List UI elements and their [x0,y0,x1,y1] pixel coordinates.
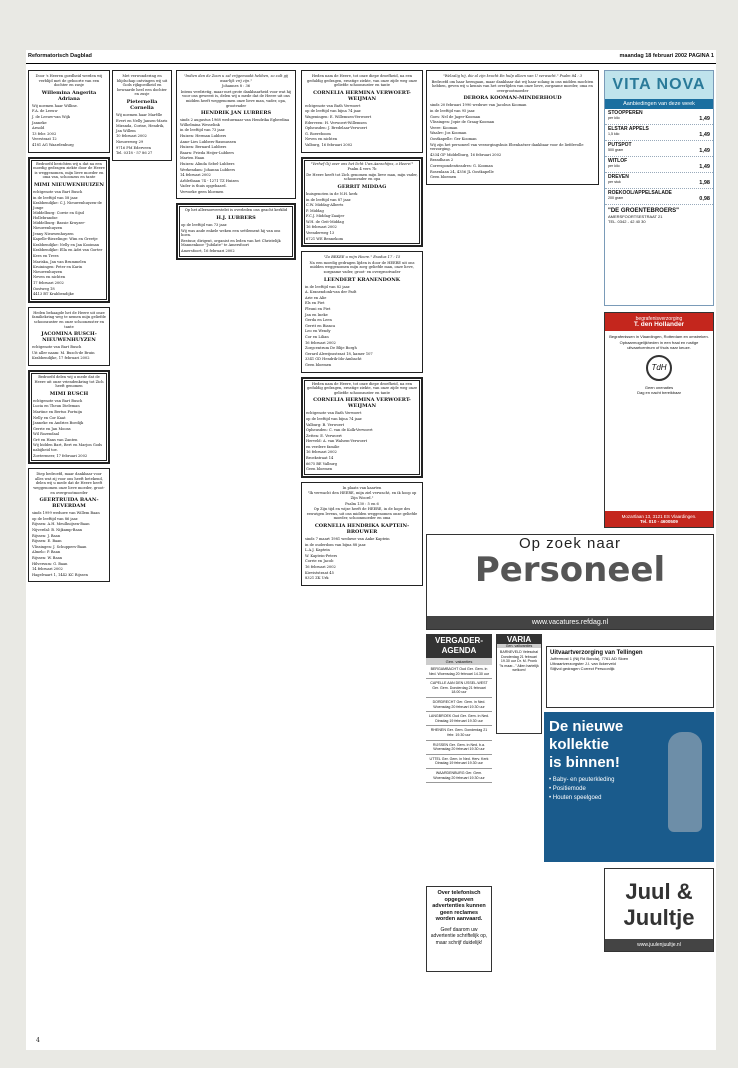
notice-detail: Geen bloemen [306,467,333,472]
notice-detail: Kruiningen: Peter en Karin Nieuwenhuyzen [33,265,83,274]
notice-detail: Hilversum: G. Baan [32,561,68,566]
notice-detail: C.W. Middag-Alberts [306,203,344,208]
price-row [605,109,713,125]
notice-line: In plaats van kaarten [342,485,382,490]
notice-detail: Almelo: P. Baan [32,550,61,555]
notice-line: Bedroefd delen wij u mede dat de Heere uit onze vriendenkring tot Zich heeft genomen [34,374,104,389]
notice-detail: Gré en Hans van Zanten [33,437,78,442]
notice-detail: Veere: Kooman [430,125,458,130]
notice-detail: Bestuur, dirigent, organist en leden van het Christelijk Mannenkoor "Jubilate" te Amersfoort [181,238,281,248]
notice-detail: 10 februari 2002 [116,134,147,139]
notice-detail: F.A. de Leeuw [32,109,58,114]
product-name: DREVEN [608,174,629,180]
notice-detail: 8321 ZK Urk [305,576,329,581]
notice-detail: A. Kranendonk-van der Padt [305,290,357,295]
notice-detail: Tel. 0318 - 57 86 27 [116,151,153,156]
notice-detail: Wij noemen haar Marêlle [116,112,163,117]
agenda-item: UTTEL Ger. Gem. in Ned. Herv. Kerk Dinsdag 19 februari 19.30 uur [426,755,492,769]
agenda-item: BERGAMBACHT Oud Ger. Gem. in Ned. Woensdag 20 februari 14.30 uur [426,665,492,679]
uitvaart-right: Stijlvol gedragen Correct Persoonlijk [550,666,615,671]
notice-box [176,203,296,259]
notice-detail: 16 februari 2002 [306,225,337,230]
price-row [605,141,713,157]
newspaper-page [26,50,716,1050]
begrafenis-t2: T. den Hollander [633,321,685,328]
notice-box [28,70,110,153]
notice-detail: echtgenote van Bart Busch [33,398,83,403]
notice-detail: Nijverdal: B. Nijkamp-Baan [32,528,83,532]
notice-line: Na een moedig gedragen lijden is door de HEERE uit ons midden weggenomen mijn zorg geliefde man, onze lieve, zorgzame vader, groot- en overgrootvader [309,260,415,275]
product-unit: 1,5 kilo [608,132,620,136]
notice-detail: Rijssen: J. Baan [32,533,61,538]
notice-detail: G. Boereboom [305,131,331,136]
notice-detail: echtgenote van Bart Busch [33,189,83,194]
column-1 [28,70,110,586]
notice-detail: Arbletbaan 74 - 1271 TZ Huizen [180,178,239,183]
notice-detail: Neven en nichten [33,275,66,280]
notice-detail: Janneke [32,120,47,125]
notice-line: Heden nam de Heere, tot onze diepe droefheid, na een geduldig gedragen, ernstige ziekte, van onze zijde weg onze geliefde schoonzuster en tante [306,74,418,88]
begrafenis-addr-text: Mozartlaan 13, 3121 ES Vlaardingen. [621,514,697,519]
notice-name: GEERTRUIDA BAAN-BEVERDAM [39,497,99,510]
product-price: 1,49 [699,132,710,138]
notice-detail: Baarn: Frieda Heijer-Lubbers [180,150,234,155]
notice-detail: Huizen: Herman Lubbers [180,133,227,138]
notice-detail: 6675 BE Valburg [306,461,337,466]
kollektie-b3: • Houten speelgoed [549,795,602,801]
kollektie-h2: kollektie [549,736,610,753]
notice-detail: J. de Leeuw-van Wijk [32,114,70,119]
notice-line: "Zo BEKEE u mijn Heere." Exodus 17 : 15 [323,255,401,260]
notice-detail: 16 februari 2002 [305,564,336,569]
notice-name: CORNELIA HERMINA VERWOERT-WEIJMAN [313,397,411,410]
notice-detail: en verdere familie [306,444,340,449]
notice-detail: sinds 1999 weduwe van Willem Baan [32,511,100,516]
notice-detail: Oostweg 18 [33,286,55,291]
notice-detail: 14 februari 2002 [180,173,211,178]
notice-detail: Veerstraat 12 [32,137,57,142]
notice-detail: Oostkapelle: Ger Kooman [430,136,477,141]
juul-ad [604,868,714,952]
notice-detail: sinds 20 februari 1990 weduwe van Jacobus Kooman [430,103,527,108]
notice-box [301,377,423,478]
notice-detail: Vader is thuis opgebaard. [180,184,227,189]
notice-box [28,468,110,582]
notice-detail: Uit aller naam: M. Busch-de Bruin [32,350,95,355]
notice-detail: Vlissingen: Jopie de Graag-Kooman [430,120,495,125]
product-unit: 500 gram [608,148,624,152]
notice-detail: 4334 GP Middelburg, 16 februari 2002 [430,152,502,157]
price-row [605,157,713,173]
begrafenis-note1: Geen onenaties [644,384,674,390]
notice-detail: Janneke en Andries Boedijk [33,421,84,426]
notice-detail: F.C.J. Middag-Zaaijer [306,214,345,219]
notice-detail: Herveld: A. van Walsem-Verwoert [306,439,368,444]
product-name: STOOPPEREN [608,110,643,116]
personeel-t: Op zoek naar [518,535,622,552]
vitanova-band: Aanbiedingen van deze week [605,99,713,109]
vergader-items [426,665,492,783]
notice-line: Bedroefd om haar heengaan, maar dankbaar dat wij haar zolang in ons midden mochten hebben, geven wij u kennis van het overlijden van onze lieve, zorgzame moeder, oma en overgrootmoeder [431,79,594,93]
product-name: PUTSPOT [608,142,632,148]
notice-detail: 16 februari 2002 [306,450,337,455]
notice-detail: Gerrie en Jan Moons [33,426,71,431]
notice-box [301,482,423,586]
notice-detail: Neven en nichten [305,137,338,142]
product-unit: per kilo [608,116,620,120]
agenda-item: CAPELLE AAN DEN IJSSEL-WEST Ger. Gem. Donderdag 21 februari 18.00 uur [426,679,492,698]
notice-line: Op Zijn tijd en wijze heeft de HEERE, in de hope des eeuwigen levens, uit ons midden weggenomen onze geliefde moeder, schoonmoeder en oma [306,507,418,521]
green-name: "DE GROENTEBROERS" [608,208,680,214]
notice-detail: Gerard Alewijnsstraat 18, kamer 107 [305,351,373,356]
notice-detail: Krabbendijke: C.J. Nieuwenhuyzen-de Jonge [33,201,102,210]
notice-detail: in de ouderdom van bijna 88 jaar. [305,542,367,547]
agenda-item: WAARDENBURG Ger. Gem. Woensdag 20 februari 19.30 uur [426,769,492,783]
notice-detail: 3341 GD Hendrik-Ido-Ambacht [305,357,362,362]
personeel-ad [426,534,714,630]
notice-line: Door 's Heeren goedheid werden wij verblijd met de geboorte van een dochter en zusje [35,74,103,88]
notice-detail: Middelburg: Corrie en Sijsd Hollebrandse [33,211,84,220]
notice-name: JACOMINA BUSCH-NIEUWENHUYZEN [41,331,97,344]
agenda-item: RIJSSEN Ger. Gem. in Ned. b.a. Woensdag 20 februari 19.30 uur [426,741,492,755]
newspaper-name: Reformatorisch Dagblad [28,53,92,59]
notice-box [301,157,423,248]
vitanova-logo: VITA NOVA [605,71,713,99]
notice-detail: Evert en Nelly Jansen-Maris [116,118,168,123]
notice-detail: Amersfoort, 16 februari 2002 [181,249,235,254]
notice-detail: Goes: Nel de Jager-Kooman [430,114,481,119]
notice-line: Psalm 4 vers 7b [347,167,377,172]
notice-detail: in de leeftijd van 87 jaar. [306,197,352,202]
telefonisch-sub: Geef daarom uw advertentie schriftelijk op, maar schrijf duidelijk! [430,926,488,946]
begrafenis-top [605,313,713,331]
notice-detail: 13 febr. 2002 [32,131,57,136]
product-price: 1,49 [699,116,710,122]
notice-detail: 14 februari 2002 [32,567,63,572]
notice-name: Willemina Angerita Adriana [41,89,97,102]
notice-detail: Geen bloemen [305,362,332,367]
notice-detail: Rijssen: A.H. Meulhuijsen-Baan [32,522,90,527]
notice-detail: Valburg: B. Verwoert [306,422,345,427]
notice-detail: Arnold [32,126,45,131]
notice-detail: Gerrit en Bianca [305,323,336,328]
notice-detail: echtgenote van Bath Verwoert [306,411,362,416]
notice-detail: op de leeftijd van 73 jaar. [181,223,228,228]
notice-detail: Cor en Lilian [305,334,329,339]
vergader-sub: Gen. vakanties [426,658,492,665]
notice-detail: Zoetermeer, 17 februari 2002 [33,453,88,458]
notice-detail: 4181 AG Waardenburg [32,142,74,147]
column-2 [176,70,296,264]
juul-url[interactable]: www.juulenjuultje.nl [605,939,713,951]
varia-ad [496,634,542,734]
notice-detail: op de leeftijd van bijna 74 jaar. [306,416,363,421]
notice-name: DEBORA KOOMAN-MINDERHOUD [463,95,562,102]
notice-detail: P. Middag [306,208,324,213]
notice-line: Heden nam de Heere, tot onze diepe droefheid, na een geduldig gedragen, ernstige ziekte, van onze zijde weg onze geliefde schoonzuster en tante [306,381,418,395]
notice-name: MIMI BUSCH [49,390,89,397]
groentebroers [605,205,713,227]
notice-detail: echtgenote van Bart Busch [32,345,82,350]
notice-line: "Verhef Gij over ons het licht Uws Aanschijns, o Heere!" [310,161,414,166]
green-addr: AMERSFOORTSESTRAAT 21 [608,214,663,219]
model-figure-icon [668,732,702,832]
agenda-item: DORDRECHT Ger. Gem. in Ned. Woensdag 20 februari 19.30 uur [426,698,492,712]
notice-detail: Marten Haan [180,156,205,161]
personeel-url[interactable]: www.vacatures.refdag.nl [427,616,713,629]
notice-detail: huisgenoten in de N.H. kerk [306,191,358,196]
notice-detail: 16 februari 2002 [305,340,336,345]
notice-line: Johannes 8 : 36 [221,84,251,89]
kollektie-ad [544,712,714,862]
notice-detail: 17 februari 2002 [33,281,64,285]
notice-detail: Els en Piet [305,301,325,306]
begrafenis-ad [604,312,714,528]
agenda-item: RHENEN Ger. Gem. Donderdag 21 febr. 19.30 uur [426,726,492,740]
notice-detail: Hagelvaart 1, 1442 KC Rijssen [32,572,88,577]
kollektie-h3: is binnen! [549,754,620,771]
notice-detail: Broekstraat 14 [306,456,334,461]
begrafenis-note2: Dag en nacht bereikbaar [637,390,681,395]
notice-detail: Veenderweg 13 [306,231,335,236]
notice-detail: Miranda, Corine, Hendrik, Jan Willem [116,124,165,133]
notice-line: Heden behaagde het de Heere uit onze familiekring weg te nemen mijn geliefde schoonzuster en onze schoonzuster en tante [32,310,106,329]
vergader-head: VERGADER-AGENDA [426,634,492,658]
notice-detail: Nelly en Cor Kaat [33,415,66,420]
kollektie-b2: • Positiemode [549,786,586,792]
varia-sub: Gen. valkvanties [497,644,541,648]
notice-name: HENDRIK JAN LUBBERS [200,110,272,117]
price-row [605,125,713,141]
product-name: ELSTAR APPELS [608,126,649,132]
column-1b [112,70,172,165]
notice-box [301,251,423,372]
notice-name: LEENDERT KRANENDONK [323,276,401,283]
notice-detail: Correspondentieadres: G. Kooman [430,163,493,168]
notice-detail: Mariska, Jan van Brummelen [33,259,87,264]
notice-name: Pieternella Cornelia [126,98,158,111]
product-name: WITLOF [608,158,628,164]
notice-box [28,370,110,464]
notice-detail: Martine en Bertus Fortuijn [33,409,83,414]
notice-detail: Lucia en Theun Dieleman [33,404,80,409]
notice-line: Diep bedroefd, maar dankbaar voor alles wat zij voor ons heeft betekend, delen wij u mede dat de Heere heeft weggenomen onze lieve moeder, groot- en overgrootmoeder [33,472,105,495]
telefonisch-notice [426,886,492,972]
notice-line: "Welzalig hij, die al zijn kracht En hulp alleen van U verwacht." Psalm 84 : 3 [442,74,583,78]
notice-detail: Corrie en Jacob [305,559,334,564]
personeel-big: Personeel [474,550,666,590]
notice-line: De Heere heeft tot Zich genomen mijn lieve man, mijn vader, schoonvader en opa [306,172,418,182]
notice-box [112,70,172,161]
begrafenis-body [605,331,713,399]
notice-detail: W. Kaptein-Peters [305,553,338,558]
notice-detail: Kees en Trees [33,254,59,259]
notice-line: "Ik verwacht den HEERE, mijn ziel verwacht, en ik hoop op Zijn Woord." [307,491,417,501]
agenda-item: LANGBROEK Oud Ger. Gem. in Ned. Dinsdag 19 februari 19.30 uur [426,712,492,726]
begrafenis-addr [605,511,713,527]
uitvaart-ad [546,646,714,708]
varia-head: VARIA [497,635,541,644]
notice-detail: Pleuni en Piet [305,307,331,311]
product-price: 1,49 [699,164,710,170]
notice-box [28,307,110,366]
notice-name: GERRIT MIDDAG [337,183,387,190]
notice-detail: op de leeftijd van 86 jaar. [32,516,79,521]
notice-detail: Opheusden: J. Bredelaar-Verwoert [305,126,368,131]
notice-detail: Jenny Nieuwenhuyzen [33,231,74,236]
notice-detail: in de leeftijd van 82 jaar. [305,284,351,289]
notice-detail: Wageningen: E. Willemsen-Verwoert [305,114,372,119]
notice-line: Met verwondering en blijdschap ontvingen wij uit Gods rijkgoedheid en bewaarde heel een dochter en zusje [116,74,168,97]
notice-box [426,70,599,185]
notice-name: MIMI NIEUWENHUIZEN [33,181,105,188]
notice-line: Op het allernoeverstelst is overleden ons geacht kerklid [184,208,288,213]
notice-detail: Rijssen: E. Baan [32,539,62,544]
notice-line: Psalm 130 : 5 en 6 [345,501,379,506]
page-header [26,50,716,64]
notice-detail: W.H. de Geit-Middag [306,219,344,224]
notice-detail: Opheusden: C. van de Kolk-Verwoert [306,428,373,433]
notice-name: H.J. LUBBERS [216,215,256,222]
page-number: 4 [36,1037,40,1044]
notice-detail: Waalre: Jos Kooman [430,131,467,136]
notice-detail: 9716 PM Ederveen [116,145,151,150]
uitvaart-addr: Juffermost 1 (Nij Rd Bonda), 7761 AD Sloen [550,656,629,661]
uitvaart-sub: Uitvaartverzorgster J.I. van Ilckerveld [550,661,616,666]
notice-detail: 4413 BT Krabbendijke [33,292,74,297]
notice-detail: op de leeftijd van bijna 74 jaar. [305,109,362,114]
column-4 [426,70,599,189]
notice-detail: Wij noemen haar Willine. [32,103,78,108]
notice-detail: sinds 2 augustus 1968 weduwnaar van Hendrika Egberdina Wilhelmina Wesselink [180,118,290,127]
price-row [605,189,713,205]
product-unit: per kilo [608,164,620,168]
notice-detail: Krabbendijke: Nelly en Jan Kooiman [33,242,100,247]
product-price: 0,98 [699,196,710,202]
notice-detail: Krabbendijke, 17 februari 2002 [32,356,90,361]
notice-detail: L.A.J. Kaptein [305,548,330,553]
notice-detail: Zetten: E. Verwoert [306,433,342,438]
product-price: 1,49 [699,148,710,154]
notice-detail: in de leeftijd van 95 jaar. [430,108,476,113]
notice-detail: Geen bloemen [430,175,457,180]
notice-detail: 6721 WE Bennekom [306,236,344,241]
notice-detail: Huizen: Alinda Sebel-Lubbers [180,161,235,166]
notice-detail: sinds 7 maart 1981 weduwe van Anke Kaptein [305,537,390,541]
notice-detail: Ederveen: H. Verwoert-Willemsen [305,120,367,125]
notice-detail: Middelburg: Bassie Kruyzer-Nieuwenhuyzen [33,221,86,231]
price-row [605,173,713,189]
uitvaart-title: Uitvaartverzorging van Tellingen [550,650,643,656]
notice-detail: Brandhaus 2 [430,158,454,163]
notice-detail: Werkendam: Johanna Lubbers [180,167,236,172]
notice-detail: Krabbendijke: Ella en Adri van Gorter [33,248,103,253]
juul-title: Juul & Juultje [623,879,695,930]
notice-line: Intens verdrietig, maar met grote dankbaarheid voor wat hij voor ons geweest is, delen wij u mede dat de Heere uit ons midden heeft weggenomen onze lieve man, vader, opa, grootvader [180,89,292,108]
notice-line: Bedroefd berichten wij u dat na een moedig gedragen ziekte door de Heere is weggenomen, mijn lieve moeder en oma van, schoonzus en tante [33,161,105,180]
begrafenis-desc: Begrafenissen in Vlaardingen, Rotterdam en omstreken. Opbaarmogelijkheden in een fraai en rustige uitvaartcentrum of thuis naar keuze. [609,334,709,350]
notice-detail: Jan en Ineke [305,312,328,317]
notice-box [301,70,423,153]
notice-name: CORNELIA HERMINA VERWOERT-WEIJMAN [313,89,411,102]
notice-detail: Anne-Lies Lubbers-Rasmussen [180,139,237,144]
begrafenis-tel: Tel. 010 - 4600509 [640,519,678,524]
notice-detail: Leo en Wendy [305,329,331,334]
notice-detail: Wij zijn het personeel van verzorgingshuis Ebenhaëzer dankbaar voor de liefdevolle verzorging. [430,142,584,152]
notice-detail: Huizen: Bernard Lubbers [180,145,227,150]
notice-detail: Wij bidden Bart, Bert en Marjon Gods nabijheid toe. [33,443,103,453]
notice-detail: Rijssen: W. Baan [32,555,63,560]
seal-icon: TdH [646,355,672,381]
notice-detail: Rosenlaan 24, 4356 JL Oostkapelle [430,169,494,174]
notice-box [176,70,296,199]
notice-detail: Wil Rozendaal [33,432,60,437]
notice-detail: echtgenote van Bath Verwoert [305,103,361,108]
notice-detail: Zorgcentrum De Blije Borgh [305,346,357,351]
notice-detail: Valburg, 16 februari 2002 [305,142,353,147]
notice-detail: in de leeftijd van 58 jaar. [33,195,79,200]
notice-detail: Wij was ande enkele weken een settlement hij van ons hoen. [181,228,281,238]
begrafenis-t1: begrafenisverzorging [635,316,683,322]
notice-detail: Kieviststraat 45 [305,570,334,575]
notice-box [28,157,110,303]
vitanova-rows [605,109,713,205]
product-unit: per stuk [608,180,621,184]
telefonisch-bold: Over telefonisch opgegeven advertenties kunnen geen reclames worden aanvaard. [432,890,486,922]
notice-detail: Arie en Alie [305,295,327,300]
product-price: 1,98 [699,180,710,186]
product-name: ROEKOOL/APPELSALADE [608,190,672,196]
vitanova-ad [604,70,714,306]
notice-detail: Gerda en Leen [305,318,332,323]
notice-detail: Kapelle-Biezelinge: Wim en Greetje [33,237,98,242]
notice-detail: Nieuweweg 29 [116,139,144,144]
column-3 [301,70,423,590]
notice-detail: Vlissingen: J. Schuppers-Baan [32,544,87,549]
kollektie-h1: De nieuwe [549,718,624,735]
notice-detail: Vervoeke geen bloemen [180,189,224,194]
product-unit: 200 gram [608,196,624,200]
kollektie-b1: • Baby- en peuterkleding [549,777,615,783]
notice-name: CORNELIA HENDRIKA KAPTEIN-BROUWER [314,523,410,535]
page-date: maandag 18 februari 2002 PAGINA 1 [619,53,714,59]
notice-line: "Indien dan de Zoon u zal vrijgemaakt hebben, zo zult gij waarlijk vrij zijn." [183,74,289,83]
varia-body: BARNEVELD Veleschal Donderdag 21 februari 19.30 uur Dr. M. Pronk "Is maar..." Allen hartelijk welkom! [499,650,539,673]
notice-detail: in de leeftijd van 73 jaar. [180,128,226,133]
green-tel: TEL. 0342 - 42 40 30 [608,219,646,224]
